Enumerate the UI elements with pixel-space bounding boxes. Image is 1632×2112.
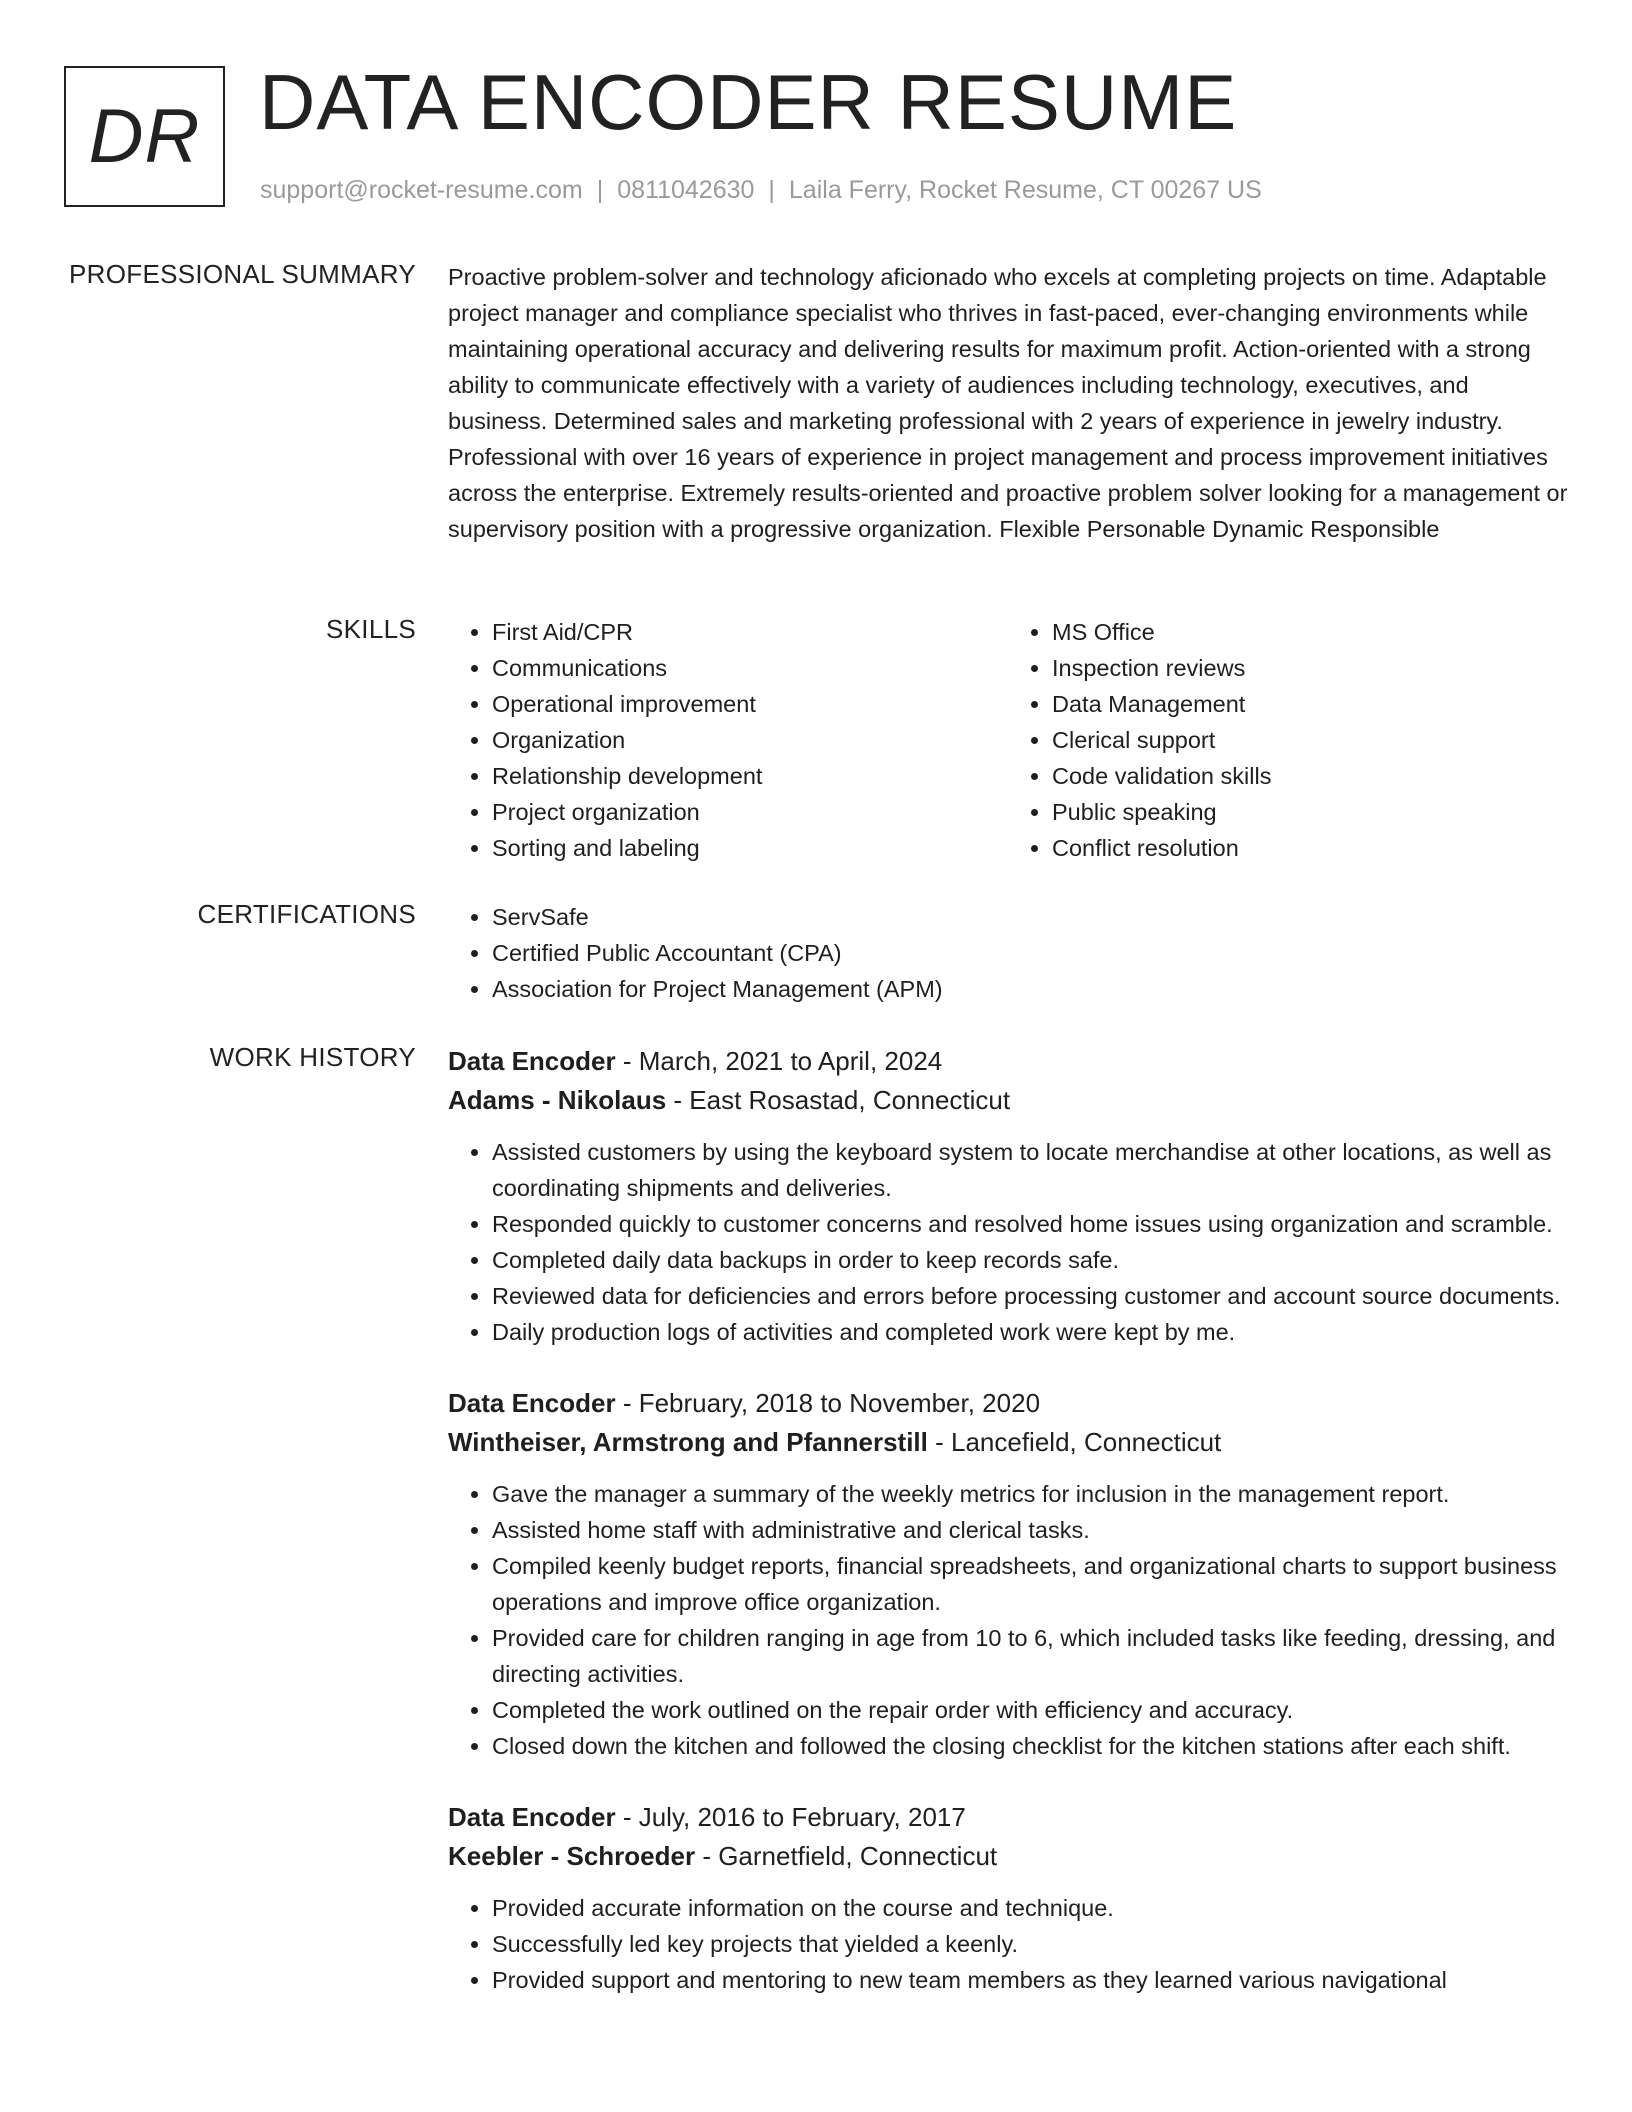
skills-list-left (448, 614, 1008, 866)
job-title-line (448, 1384, 1568, 1423)
job-title-line (448, 1042, 1568, 1081)
job-title: Data Encoder (448, 1046, 616, 1076)
job-dates: - July, 2016 to February, 2017 (615, 1802, 966, 1832)
summary-text: Proactive problem-solver and technology aficionado who excels at completing projects on time. Adaptable project manager and compliance specialist who thrives in fast-paced, ever-changing environments while maintaining operational accuracy and delivering results for maximum profit. Action-oriented with a strong ability to communicate effectively with a variety of audiences including technology, executives, and business. Determined sales and marketing professional with 2 years of experience in jewelry industry. Professional with over 16 years of experience in project management and process improvement initiatives across the enterprise. Extremely results-oriented and proactive problem solver looking for a management or supervisory position with a progressive organization. Flexible Personable Dynamic Responsible (448, 264, 1568, 542)
certification-item: • ServSafe (492, 899, 1568, 935)
job-duty: • Provided care for children ranging in age from 10 to 6, which included tasks like feeding, dressing, and directing activities. (492, 1620, 1568, 1692)
job-title: Data Encoder (448, 1388, 616, 1418)
monogram-logo: DR (64, 66, 225, 207)
job-company-line (448, 1081, 1568, 1120)
skill-item: • Clerical support (1052, 722, 1568, 758)
contact-line (260, 176, 1262, 205)
contact-separator: | (768, 176, 775, 204)
skill-item: • Inspection reviews (1052, 650, 1568, 686)
job-duties-list (448, 1890, 1568, 1998)
job-entry (448, 1798, 1568, 1998)
job-duties-list (448, 1476, 1568, 1764)
skill-item: • Sorting and labeling (492, 830, 1008, 866)
job-company-line (448, 1837, 1568, 1876)
skill-item: • First Aid/CPR (492, 614, 1008, 650)
job-title: Data Encoder (448, 1802, 616, 1832)
job-duty: • Compiled keenly budget reports, financial spreadsheets, and organizational charts to support business operations and improve office organization. (492, 1548, 1568, 1620)
job-duty: • Assisted home staff with administrative and clerical tasks. (492, 1512, 1568, 1548)
job-duties-list (448, 1134, 1568, 1350)
skill-item: • Code validation skills (1052, 758, 1568, 794)
job-duty: • Completed the work outlined on the repair order with efficiency and accuracy. (492, 1692, 1568, 1728)
contact-phone[interactable]: 0811042630 (617, 176, 755, 204)
skills-list-right (1008, 614, 1568, 866)
job-location: - Garnetfield, Connecticut (695, 1841, 998, 1871)
contact-email[interactable]: support@rocket-resume.com (260, 176, 583, 204)
skill-item: • Operational improvement (492, 686, 1008, 722)
job-company: Wintheiser, Armstrong and Pfannerstill (448, 1427, 928, 1457)
job-duty: • Daily production logs of activities and completed work were kept by me. (492, 1314, 1568, 1350)
job-company: Keebler - Schroeder (448, 1841, 696, 1871)
job-entry (448, 1384, 1568, 1764)
job-location: - East Rosastad, Connecticut (666, 1085, 1011, 1115)
skill-item: • Public speaking (1052, 794, 1568, 830)
job-entry (448, 1042, 1568, 1350)
section-heading-work-history: WORK HISTORY (209, 1042, 416, 1072)
job-title-line (448, 1798, 1568, 1837)
job-location: - Lancefield, Connecticut (927, 1427, 1222, 1457)
job-duty: • Responded quickly to customer concerns and resolved home issues using organization and scramble. (492, 1206, 1568, 1242)
skill-item: • Project organization (492, 794, 1008, 830)
skill-item: • Data Management (1052, 686, 1568, 722)
skill-item: • Communications (492, 650, 1008, 686)
resume-title: DATA ENCODER RESUME (259, 58, 1238, 146)
job-duty: • Assisted customers by using the keyboard system to locate merchandise at other locations, as well as coordinating shipments and deliveries. (492, 1134, 1568, 1206)
certification-item: • Certified Public Accountant (CPA) (492, 935, 1568, 971)
skill-item: • Relationship development (492, 758, 1008, 794)
certifications-list (448, 899, 1568, 1007)
skill-item: • Organization (492, 722, 1008, 758)
job-dates: - February, 2018 to November, 2020 (615, 1388, 1041, 1418)
job-company: Adams - Nikolaus (448, 1085, 667, 1115)
section-heading-skills: SKILLS (326, 614, 416, 644)
contact-address: Laila Ferry, Rocket Resume, CT 00267 US (788, 176, 1262, 204)
job-duty: • Successfully led key projects that yielded a keenly. (492, 1926, 1568, 1962)
job-duty: • Closed down the kitchen and followed the closing checklist for the kitchen stations after each shift. (492, 1728, 1568, 1764)
skill-item: • MS Office (1052, 614, 1568, 650)
certification-item: • Association for Project Management (APM) (492, 971, 1568, 1007)
job-duty: • Provided support and mentoring to new team members as they learned various navigational (492, 1962, 1568, 1998)
job-duty: • Completed daily data backups in order to keep records safe. (492, 1242, 1568, 1278)
section-heading-summary: PROFESSIONAL SUMMARY (69, 259, 416, 289)
job-duty: • Reviewed data for deficiencies and errors before processing customer and account source documents. (492, 1278, 1568, 1314)
section-heading-certifications: CERTIFICATIONS (197, 899, 416, 929)
job-dates: - March, 2021 to April, 2024 (615, 1046, 943, 1076)
contact-separator: | (596, 176, 604, 204)
job-company-line (448, 1423, 1568, 1462)
job-duty: • Gave the manager a summary of the weekly metrics for inclusion in the management report. (492, 1476, 1568, 1512)
job-duty: • Provided accurate information on the course and technique. (492, 1890, 1568, 1926)
skill-item: • Conflict resolution (1052, 830, 1568, 866)
